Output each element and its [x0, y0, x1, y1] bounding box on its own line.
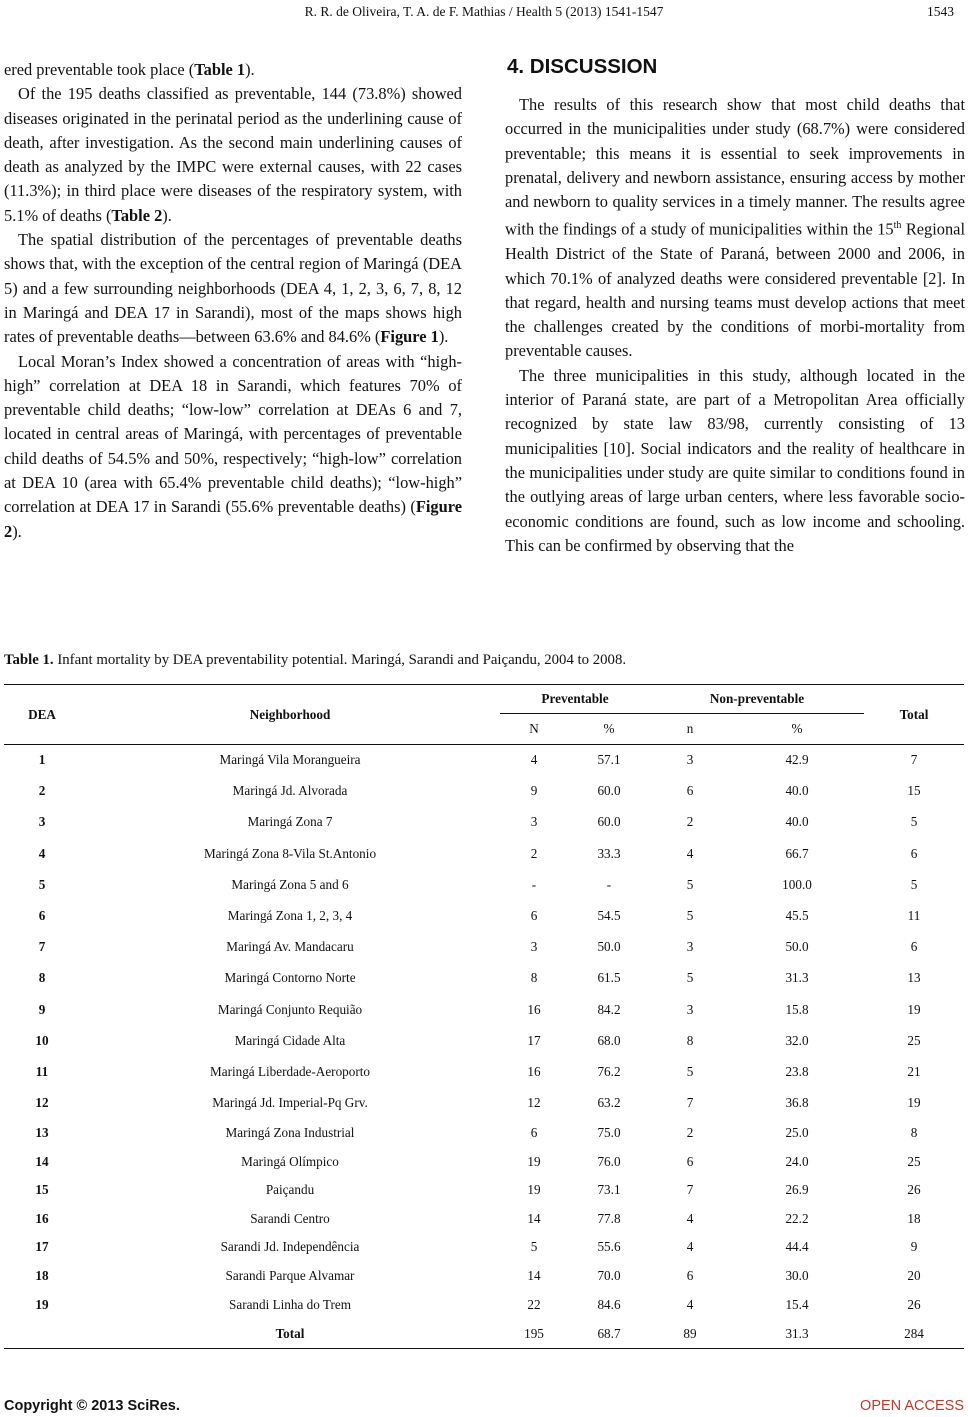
cell-n-prev: 16 — [527, 1063, 541, 1079]
figure-2-ref: Figure 2 — [4, 497, 462, 541]
cell-pct-non: 25.0 — [785, 1125, 809, 1141]
cell-n-prev: 6 — [530, 1125, 538, 1141]
cell-pct-prev: 73.1 — [597, 1182, 621, 1198]
table-row — [4, 1205, 964, 1234]
cell-total: 19 — [907, 1001, 921, 1017]
cell-n-prev: 3 — [530, 814, 538, 830]
cell-total: 18 — [907, 1210, 921, 1226]
cell-pct-prev: 70.0 — [597, 1268, 621, 1284]
cell-dea: 6 — [38, 908, 46, 924]
cell-dea: 14 — [35, 1153, 49, 1169]
cell-pct-non: 31.3 — [785, 970, 809, 986]
footer-copyright: Copyright © 2013 SciRes. — [4, 1398, 180, 1414]
table-row — [4, 1025, 964, 1056]
header-pct-preventable: % — [603, 721, 615, 736]
cell-dea: 4 — [38, 845, 46, 861]
total-n-prev: 195 — [500, 1319, 568, 1349]
cell-total: 25 — [907, 1032, 921, 1048]
header-neighborhood: Neighborhood — [249, 706, 331, 722]
cell-total: 5 — [910, 876, 918, 892]
table-row — [4, 963, 964, 994]
table-row — [4, 807, 964, 838]
cell-neighborhood: Maringá Olímpico — [241, 1153, 339, 1169]
total-label: Total — [80, 1319, 500, 1349]
cell-pct-non: 15.8 — [785, 1001, 809, 1017]
cell-total: 15 — [907, 783, 921, 799]
cell-neighborhood: Sarandi Centro — [250, 1210, 330, 1226]
total-pct-prev: 68.7 — [568, 1319, 650, 1349]
right-paragraph-1: The results of this research show that most child deaths that occurred in the municipalities under study (68.7%) were considered preventable; this means it is essential to seek improvements in prenatal, delivery and newborn assistance, ensuring access by mother and newborn to quality services in a timely manner. The results agree with the findings of a study of municipalities within the 15th Regional Health District of the State of Paraná, between 2000 and 2006, in which 70.1% of analyzed deaths were considered preventable [2]. In that regard, health and nursing teams must develop actions that meet the challenges created by the conditions of morbi-mortality from preventable causes. — [505, 95, 965, 361]
header-n-non-preventable: n — [686, 721, 694, 736]
cell-total: 6 — [910, 939, 918, 955]
cell-pct-prev: - — [606, 876, 612, 892]
cell-total: 20 — [907, 1268, 921, 1284]
table-body — [4, 745, 964, 1349]
left-column — [4, 58, 462, 544]
cell-pct-non: 45.5 — [785, 908, 809, 924]
cell-neighborhood: Maringá Zona Industrial — [225, 1125, 355, 1141]
table-row — [4, 838, 964, 869]
cell-dea: 18 — [35, 1268, 49, 1284]
cell-n-prev: 16 — [527, 1001, 541, 1017]
cell-n-prev: 22 — [527, 1296, 541, 1312]
cell-neighborhood: Maringá Cidade Alta — [234, 1032, 346, 1048]
cell-n-non: 7 — [686, 1095, 694, 1111]
header-preventable: Preventable — [500, 685, 650, 714]
table-row — [4, 1233, 964, 1262]
cell-n-prev: 14 — [527, 1210, 541, 1226]
total-pct-non: 31.3 — [730, 1319, 864, 1349]
table-row — [4, 932, 964, 963]
cell-total: 11 — [907, 908, 921, 924]
cell-neighborhood: Sarandi Linha do Trem — [229, 1296, 351, 1312]
cell-pct-prev: 84.2 — [597, 1001, 621, 1017]
cell-n-non: 8 — [686, 1032, 694, 1048]
cell-n-prev: 19 — [527, 1182, 541, 1198]
table-2-ref: Table 2 — [111, 205, 163, 225]
cell-neighborhood: Maringá Contorno Norte — [224, 970, 356, 986]
cell-pct-non: 32.0 — [785, 1032, 809, 1048]
table-row — [4, 1119, 964, 1148]
cell-dea: 9 — [38, 1001, 46, 1017]
cell-dea: 19 — [35, 1296, 49, 1312]
cell-total: 8 — [910, 1125, 918, 1141]
cell-n-non: 6 — [686, 1153, 694, 1169]
right-column — [505, 93, 965, 558]
cell-n-non: 4 — [686, 1239, 694, 1255]
left-paragraph-1: ered preventable took place (Table 1). — [4, 60, 255, 79]
cell-pct-prev: 76.2 — [597, 1063, 621, 1079]
cell-neighborhood: Paiçandu — [265, 1182, 315, 1198]
cell-n-non: 7 — [686, 1182, 694, 1198]
cell-total: 26 — [907, 1296, 921, 1312]
cell-pct-prev: 57.1 — [597, 752, 621, 768]
cell-n-non: 6 — [686, 1268, 694, 1284]
table-row — [4, 994, 964, 1025]
cell-pct-prev: 75.0 — [597, 1125, 621, 1141]
cell-dea: 13 — [35, 1125, 49, 1141]
cell-n-prev: 12 — [527, 1095, 541, 1111]
cell-neighborhood: Maringá Zona 5 and 6 — [231, 876, 349, 892]
figure-1-ref: Figure 1 — [380, 327, 439, 347]
table-row — [4, 900, 964, 931]
right-paragraph-2: The three municipalities in this study, although located in the interior of Paraná state, are part of a Metropolitan Area officially recognized by state law 83/98, currently consisting of 13 municipalities [10]. Social indicators and the reality of healthcare in the municipalities under study are quite similar to conditions found in the outlying areas of large urban centers, where less favorable socio-economic conditions are found, such as low income and schooling. This can be confirmed by observing that the — [505, 365, 965, 555]
superscript-th: th — [893, 220, 902, 232]
cell-total: 7 — [910, 752, 918, 768]
cell-dea: 1 — [38, 752, 46, 768]
cell-total: 5 — [910, 814, 918, 830]
cell-neighborhood: Sarandi Jd. Independência — [220, 1239, 360, 1255]
left-paragraph-4: Local Moran’s Index showed a concentration of areas with “high-high” correlation at DEA 18 in Sarandi, which features 70% of preventable child deaths; “low-low” correlation at DEAs 6 and 7, located in central areas of Maringá, with percentages of preventable child deaths of 54.5% and 50%, respectively; “high-low” correlation at DEA 10 (area with 65.4% preventable child deaths); “low-high” correlation at DEA 17 in Sarandi (55.6% preventable deaths) (Figure 2). — [4, 351, 462, 541]
cell-n-non: 5 — [686, 1063, 694, 1079]
cell-dea: 15 — [35, 1182, 49, 1198]
cell-pct-non: 24.0 — [785, 1153, 809, 1169]
cell-pct-non: 42.9 — [785, 752, 809, 768]
cell-n-prev: - — [531, 876, 537, 892]
table-row — [4, 776, 964, 807]
table-1-ref: Table 1 — [194, 60, 246, 79]
cell-n-non: 2 — [686, 814, 694, 830]
cell-n-prev: 14 — [527, 1268, 541, 1284]
cell-dea: 3 — [38, 814, 46, 830]
header-pct-non-preventable: % — [791, 721, 803, 736]
cell-pct-prev: 68.0 — [597, 1032, 621, 1048]
cell-pct-prev: 60.0 — [597, 783, 621, 799]
table-row — [4, 1088, 964, 1119]
table-caption-label: Table 1. — [4, 652, 54, 668]
table-caption: Table 1. Infant mortality by DEA preventability potential. Maringá, Sarandi and Paiçandu, 2004 to 2008. — [4, 652, 627, 668]
cell-dea: 12 — [35, 1095, 49, 1111]
header-dea: DEA — [28, 706, 56, 722]
mortality-table — [4, 684, 964, 1349]
cell-neighborhood: Maringá Av. Mandacaru — [226, 939, 354, 955]
cell-n-prev: 4 — [530, 752, 538, 768]
cell-dea: 7 — [38, 939, 46, 955]
cell-n-non: 4 — [686, 1296, 694, 1312]
table-row — [4, 1290, 964, 1319]
cell-neighborhood: Maringá Zona 7 — [247, 814, 333, 830]
cell-n-prev: 2 — [530, 845, 538, 861]
cell-dea: 8 — [38, 970, 46, 986]
left-paragraph-3: The spatial distribution of the percentages of preventable deaths shows that, with the exception of the central region of Maringá (DEA 5) and a few surrounding neighborhoods (DEA 4, 1, 2, 3, 6, 7, 8, 12 in Maringá and DEA 17 in Sarandi), most of the maps shows high rates of preventable deaths—between 63.6% and 84.6% (Figure 1). — [4, 230, 462, 347]
total-n-non: 89 — [650, 1319, 730, 1349]
table-row — [4, 1176, 964, 1205]
cell-dea: 10 — [35, 1032, 49, 1048]
cell-pct-prev: 33.3 — [597, 845, 621, 861]
table-row — [4, 1147, 964, 1176]
section-heading: 4. DISCUSSION — [507, 55, 658, 78]
cell-pct-prev: 63.2 — [597, 1095, 621, 1111]
cell-total: 25 — [907, 1153, 921, 1169]
cell-pct-prev: 77.8 — [597, 1210, 621, 1226]
cell-neighborhood: Maringá Zona 8-Vila St.Antonio — [203, 845, 377, 861]
cell-neighborhood: Maringá Jd. Alvorada — [232, 783, 348, 799]
cell-total: 13 — [907, 970, 921, 986]
cell-pct-prev: 60.0 — [597, 814, 621, 830]
cell-dea: 2 — [38, 783, 46, 799]
footer-open-access: OPEN ACCESS — [860, 1398, 964, 1414]
cell-pct-non: 26.9 — [785, 1182, 809, 1198]
cell-total: 6 — [910, 845, 918, 861]
cell-pct-non: 22.2 — [785, 1210, 809, 1226]
cell-total: 26 — [907, 1182, 921, 1198]
cell-pct-non: 40.0 — [785, 814, 809, 830]
total-empty-cell — [4, 1319, 80, 1349]
cell-pct-prev: 61.5 — [597, 970, 621, 986]
header-total: Total — [899, 706, 929, 722]
total-row — [4, 1319, 964, 1349]
cell-dea: 11 — [35, 1063, 49, 1079]
cell-pct-prev: 84.6 — [597, 1296, 621, 1312]
left-paragraph-2: Of the 195 deaths classified as preventable, 144 (73.8%) showed diseases originated in the perinatal period as the underlining cause of death, after investigation. As the second main underlining causes of death as analyzed by the IMPC were external causes, with 22 cases (11.3%); in third place were diseases of the respiratory system, with 5.1% of deaths (Table 2). — [4, 84, 462, 225]
cell-neighborhood: Maringá Zona 1, 2, 3, 4 — [227, 908, 353, 924]
cell-n-non: 6 — [686, 783, 694, 799]
cell-pct-non: 50.0 — [785, 939, 809, 955]
running-head: R. R. de Oliveira, T. A. de F. Mathias / Health 5 (2013) 1541-1547 — [304, 4, 664, 19]
cell-pct-prev: 76.0 — [597, 1153, 621, 1169]
cell-dea: 17 — [35, 1239, 49, 1255]
table-row — [4, 1056, 964, 1087]
cell-n-non: 2 — [686, 1125, 694, 1141]
cell-pct-non: 23.8 — [785, 1063, 809, 1079]
cell-pct-non: 15.4 — [785, 1296, 809, 1312]
cell-n-prev: 17 — [527, 1032, 541, 1048]
cell-total: 21 — [907, 1063, 921, 1079]
cell-pct-prev: 55.6 — [597, 1239, 621, 1255]
cell-pct-prev: 54.5 — [597, 908, 621, 924]
cell-n-prev: 3 — [530, 939, 538, 955]
cell-pct-non: 44.4 — [785, 1239, 809, 1255]
cell-dea: 5 — [38, 876, 46, 892]
cell-pct-non: 100.0 — [782, 876, 812, 892]
total-total: 284 — [864, 1319, 964, 1349]
cell-neighborhood: Maringá Jd. Imperial-Pq Grv. — [212, 1095, 368, 1111]
header-n-preventable: N — [529, 721, 539, 736]
cell-dea: 16 — [35, 1210, 49, 1226]
cell-neighborhood: Sarandi Parque Alvamar — [225, 1268, 355, 1284]
cell-n-prev: 5 — [530, 1239, 538, 1255]
cell-total: 9 — [910, 1239, 918, 1255]
table-row — [4, 1262, 964, 1291]
cell-n-prev: 8 — [530, 970, 538, 986]
header-non-preventable: Non-preventable — [650, 685, 864, 714]
cell-pct-non: 30.0 — [785, 1268, 809, 1284]
cell-total: 19 — [907, 1095, 921, 1111]
cell-n-non: 3 — [686, 752, 694, 768]
cell-n-non: 4 — [686, 1210, 694, 1226]
cell-n-prev: 9 — [530, 783, 538, 799]
cell-n-non: 5 — [686, 876, 694, 892]
table-row — [4, 869, 964, 900]
cell-n-prev: 6 — [530, 908, 538, 924]
cell-n-prev: 19 — [527, 1153, 541, 1169]
cell-neighborhood: Maringá Liberdade-Aeroporto — [209, 1063, 370, 1079]
cell-n-non: 5 — [686, 908, 694, 924]
cell-pct-prev: 50.0 — [597, 939, 621, 955]
cell-n-non: 3 — [686, 939, 694, 955]
cell-pct-non: 36.8 — [785, 1095, 809, 1111]
cell-n-non: 3 — [686, 1001, 694, 1017]
page-number: 1543 — [927, 4, 954, 19]
cell-neighborhood: Maringá Vila Morangueira — [219, 752, 361, 768]
table-row — [4, 745, 964, 776]
cell-pct-non: 40.0 — [785, 783, 809, 799]
cell-n-non: 4 — [686, 845, 694, 861]
cell-pct-non: 66.7 — [785, 845, 809, 861]
cell-n-non: 5 — [686, 970, 694, 986]
cell-neighborhood: Maringá Conjunto Requião — [217, 1001, 363, 1017]
